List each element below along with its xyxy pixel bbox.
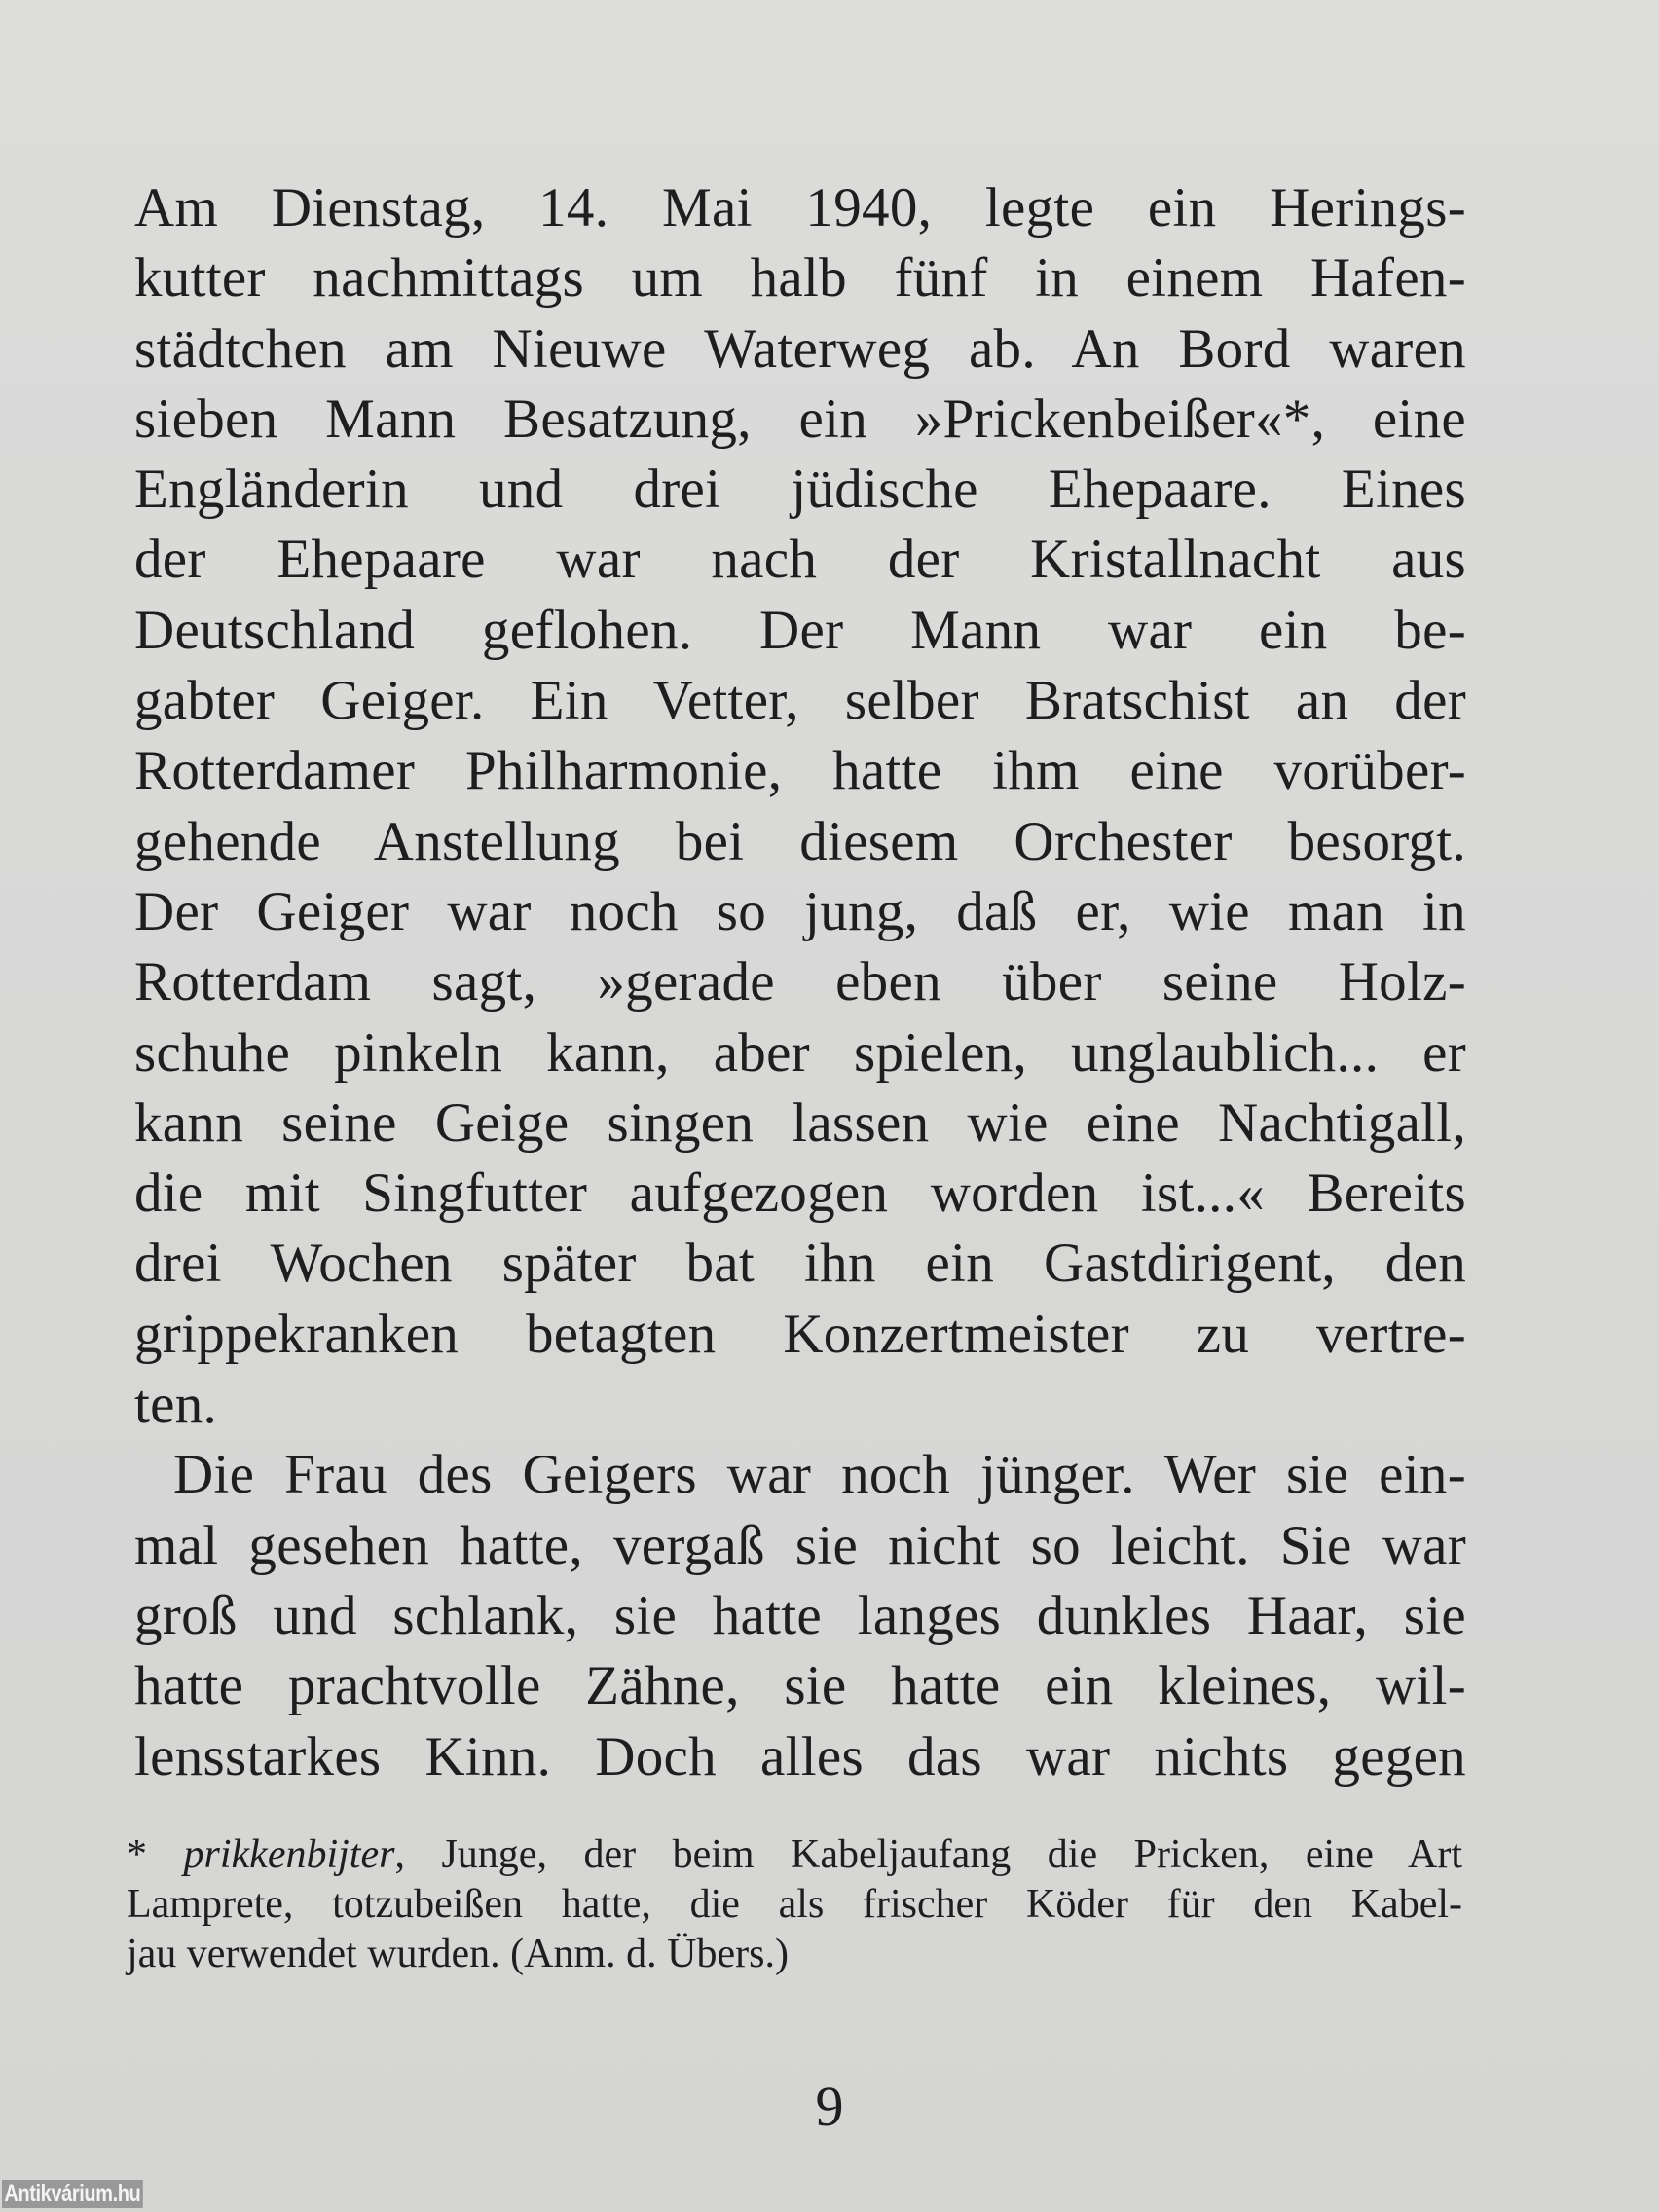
text-line: Am Dienstag, 14. Mai 1940, legte ein Herings-: [134, 177, 1466, 239]
text-line: Rotterdam sagt, »gerade eben über seine Holz-: [134, 951, 1466, 1014]
text-line: der Ehepaare war nach der Kristallnacht aus: [134, 529, 1466, 591]
text-line: die mit Singfutter aufgezogen worden ist...« Bereits: [134, 1162, 1466, 1225]
text-line: städtchen am Nieuwe Waterweg ab. An Bord waren: [134, 317, 1466, 380]
text-line: lensstarkes Kinn. Doch alles das war nichts gegen: [134, 1725, 1466, 1788]
text-line: schuhe pinkeln kann, aber spielen, unglaublich... er: [134, 1021, 1466, 1084]
footnote-line: [127, 1830, 1462, 1880]
page-number: 9: [815, 2075, 844, 2138]
text-line: Rotterdamer Philharmonie, hatte ihm eine vorüber-: [134, 740, 1466, 802]
text-line: Engländerin und drei jüdische Ehepaare. Eines: [134, 459, 1466, 521]
footnote-marker: *: [127, 1832, 184, 1877]
watermark: Antikvárium.hu: [2, 2180, 143, 2208]
footnote: [127, 1830, 1462, 1979]
text-line: sieben Mann Besatzung, ein »Prickenbeißer«*, eine: [134, 387, 1466, 450]
footnote-text: , Junge, der beim Kabeljaufang die Pricken, eine Art: [394, 1832, 1463, 1877]
text-line: mal gesehen hatte, vergaß sie nicht so leicht. Sie war: [134, 1514, 1466, 1576]
text-line: gehende Anstellung bei diesem Orchester besorgt.: [134, 810, 1466, 872]
footnote-line: jau verwendet wurden. (Anm. d. Übers.): [127, 1932, 789, 1976]
text-line: Der Geiger war noch so jung, daß er, wie man in: [134, 880, 1466, 942]
footnote-line: Lamprete, totzubeißen hatte, die als frischer Köder für den Kabel-: [127, 1882, 1462, 1927]
text-line: kutter nachmittags um halb fünf in einem Hafen-: [134, 247, 1466, 310]
text-line: drei Wochen später bat ihn ein Gastdirigent, den: [134, 1233, 1466, 1295]
footnote-term: prikkenbijter: [183, 1832, 395, 1877]
body-text: [134, 173, 1466, 1792]
text-line: grippekranken betagten Konzertmeister zu vertre-: [134, 1303, 1466, 1365]
text-line: groß und schlank, sie hatte langes dunkles Haar, sie: [134, 1584, 1466, 1646]
text-line: gabter Geiger. Ein Vetter, selber Bratschist an der: [134, 670, 1466, 732]
text-line: Deutschland geflohen. Der Mann war ein be-: [134, 599, 1466, 661]
text-line: ten.: [134, 1374, 218, 1436]
text-line: Die Frau des Geigers war noch jünger. Wer sie ein-: [173, 1444, 1466, 1506]
text-line: hatte prachtvolle Zähne, sie hatte ein kleines, wil-: [134, 1655, 1466, 1717]
text-line: kann seine Geige singen lassen wie eine Nachtigall,: [134, 1091, 1466, 1154]
